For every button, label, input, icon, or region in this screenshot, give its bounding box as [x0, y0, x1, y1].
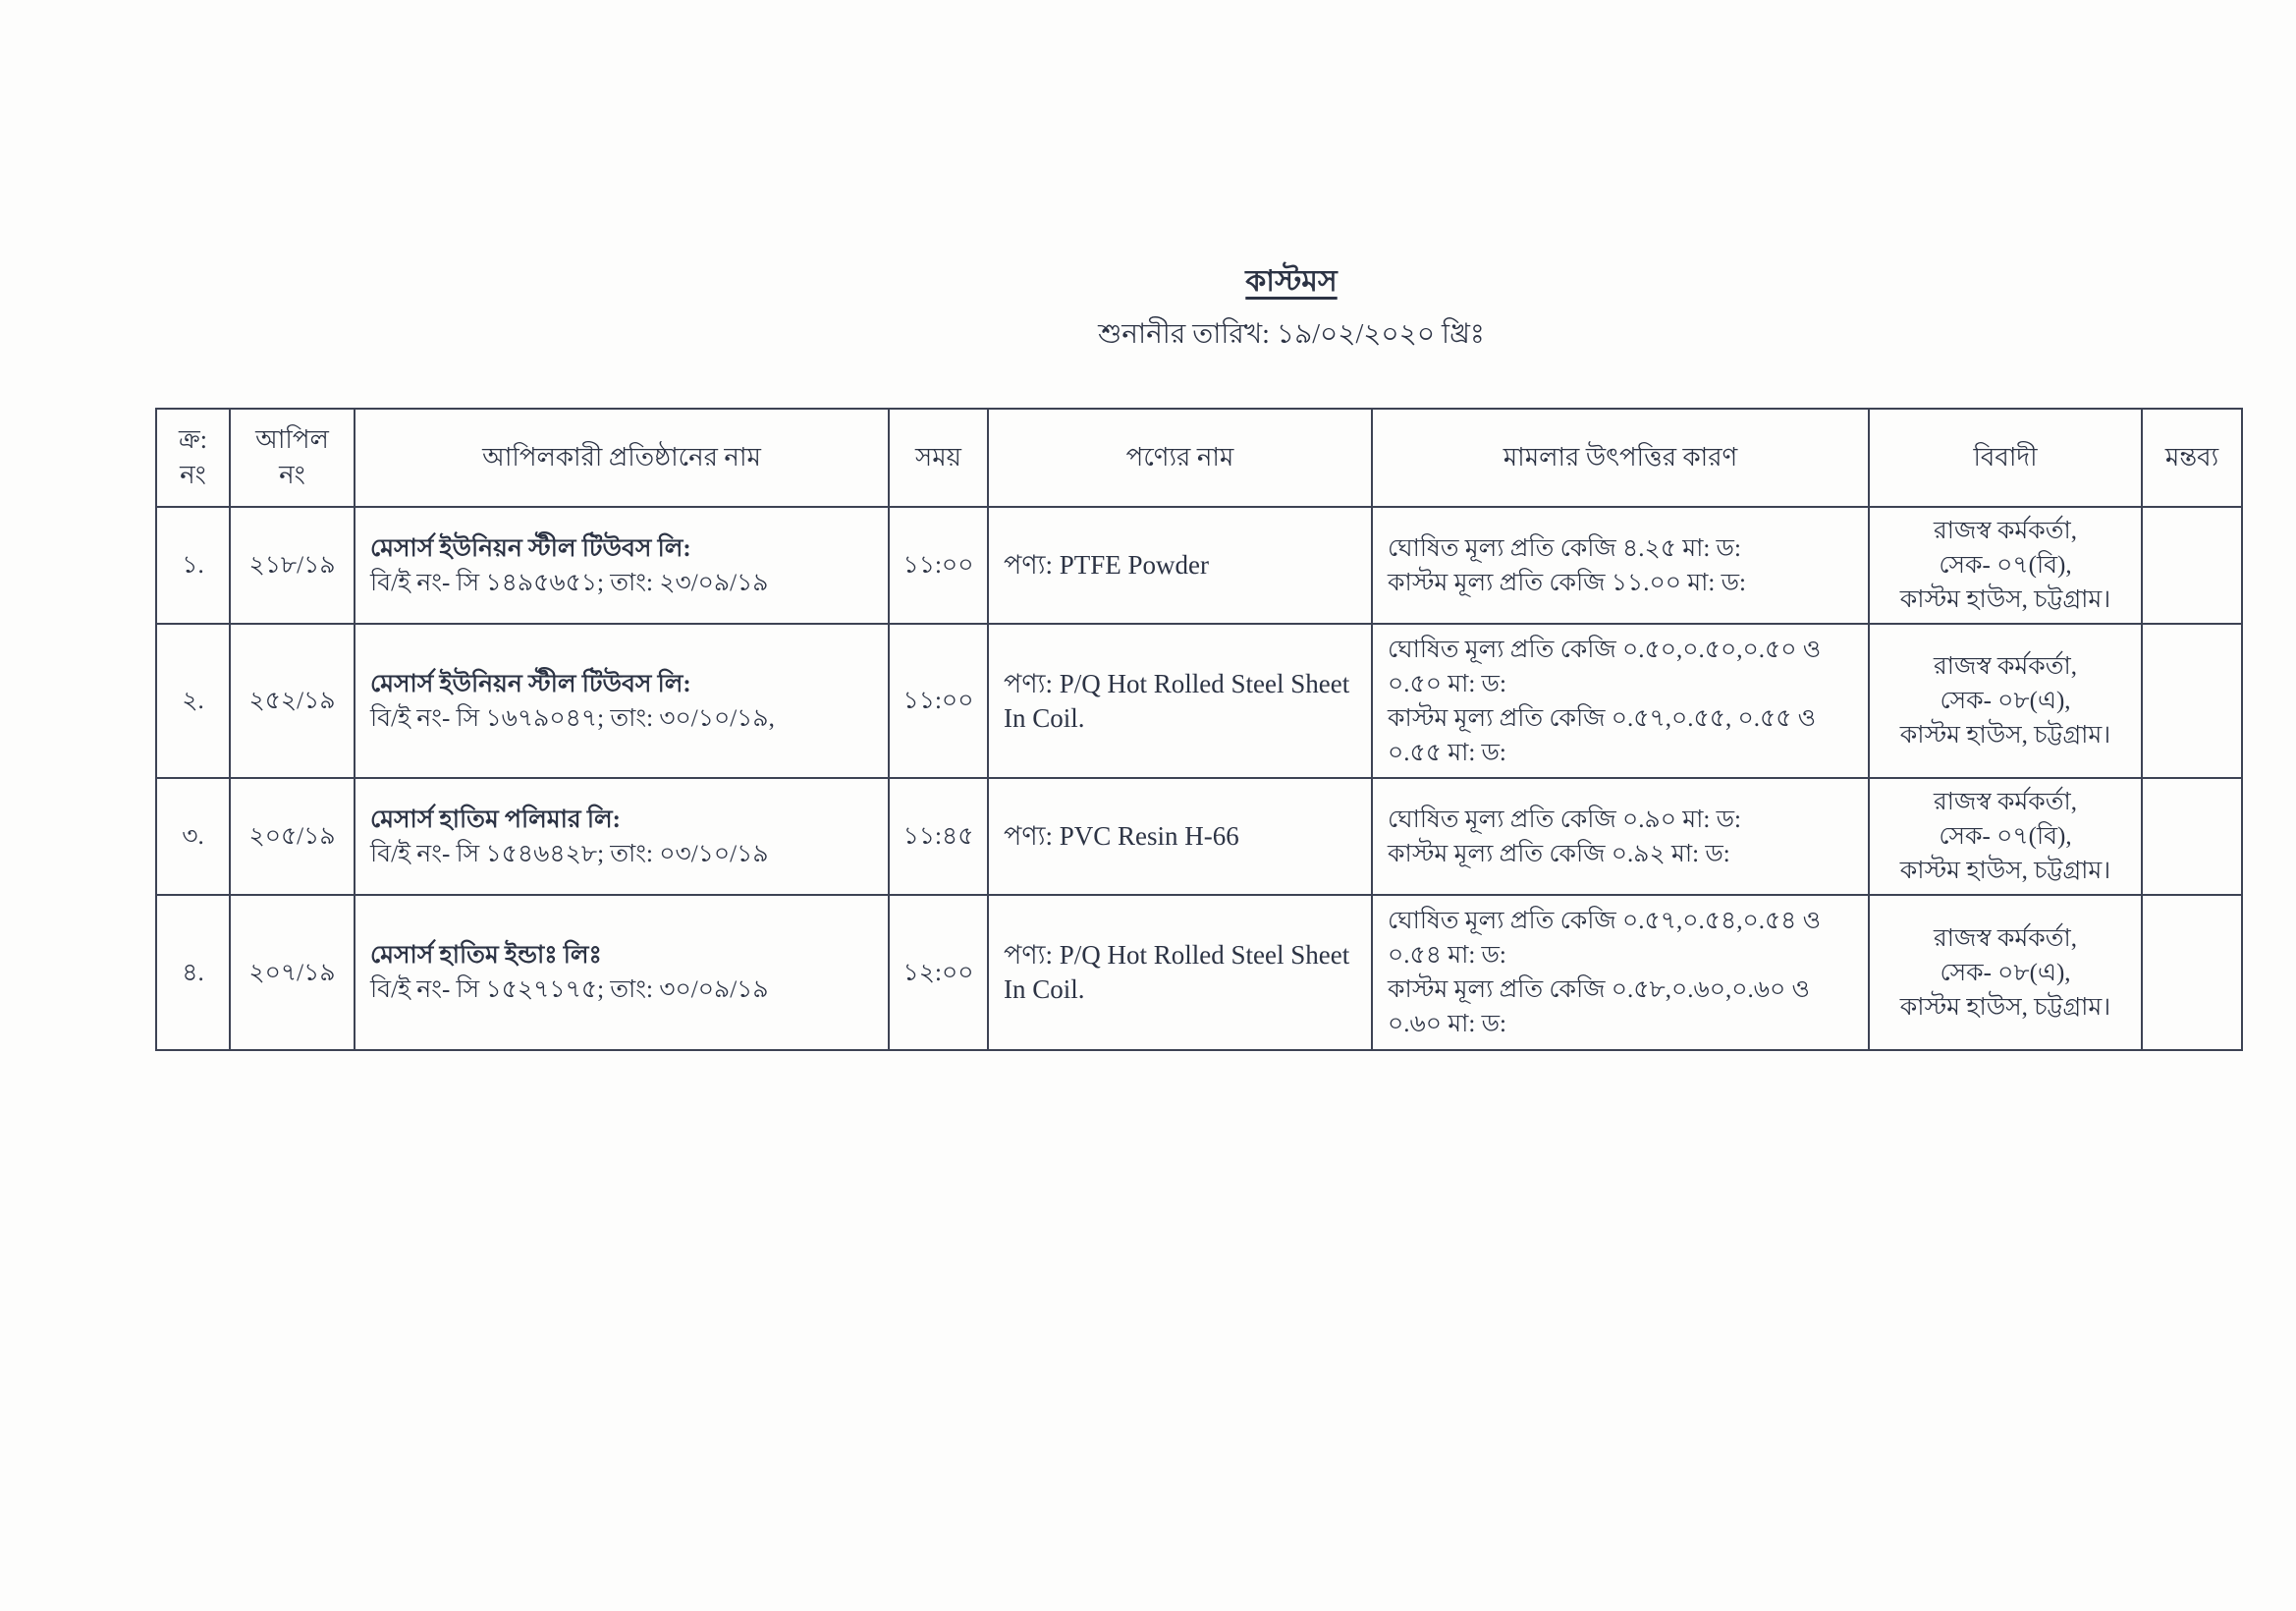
respondent-line: কাস্টম হাউস, চট্টগ্রাম।: [1899, 586, 2111, 613]
row-time: ১১:০০: [890, 625, 989, 779]
respondent-line: কাস্টম হাউস, চট্টগ্রাম।: [1899, 993, 2111, 1021]
bill-of-entry: বি/ই নং- সি ১৫২৭১৭৫; তাং: ৩০/০৯/১৯: [370, 976, 769, 1003]
declared-value: ঘোষিত মূল্য প্রতি কেজি ০.৯০ মা: ড:: [1388, 806, 1741, 833]
appellant-name: মেসার্স হাতিম পলিমার লি:: [370, 806, 621, 833]
row-appellant: [355, 896, 890, 1051]
row-remarks: [2143, 896, 2243, 1051]
customs-value: কাস্টম মূল্য প্রতি কেজি ১১.০০ মা: ড:: [1388, 569, 1746, 596]
row-serial: ৪.: [157, 896, 231, 1051]
header-cause: মামলার উৎপত্তির কারণ: [1373, 410, 1870, 508]
hearing-table: [155, 408, 2243, 1051]
row-appeal-no: ২১৮/১৯: [231, 508, 355, 625]
bill-of-entry: বি/ই নং- সি ১৪৯৫৬৫১; তাং: ২৩/০৯/১৯: [370, 569, 769, 596]
customs-value: কাস্টম মূল্য প্রতি কেজি ০.৯২ মা: ড:: [1388, 840, 1730, 867]
respondent-line: সেক- ০৭(বি),: [1939, 552, 2072, 579]
respondent-line: সেক- ০৮(এ),: [1940, 959, 2071, 986]
appellant-name: মেসার্স ইউনিয়ন স্টীল টিউবস লি:: [370, 534, 691, 562]
header-appeal-line: আপিল: [255, 425, 329, 454]
row-appellant: [355, 779, 890, 896]
row-respondent: [1870, 625, 2143, 779]
row-time: ১১:৪৫: [890, 779, 989, 896]
declared-value: ঘোষিত মূল্য প্রতি কেজি ০.৫০,০.৫০,০.৫০ ও ০.৫০ মা: ড:: [1388, 636, 1822, 697]
bill-of-entry: বি/ই নং- সি ১৫৪৬৪২৮; তাং: ০৩/১০/১৯: [370, 840, 769, 867]
declared-value: ঘোষিত মূল্য প্রতি কেজি ০.৫৭,০.৫৪,০.৫৪ ও ০.৫৪ মা: ড:: [1388, 908, 1822, 969]
appellant-name: মেসার্স ইউনিয়ন স্টীল টিউবস লি:: [370, 670, 691, 697]
row-product: পণ্য: P/Q Hot Rolled Steel Sheet In Coil.: [989, 625, 1373, 779]
row-serial: ৩.: [157, 779, 231, 896]
row-remarks: [2143, 779, 2243, 896]
row-cause: [1373, 779, 1870, 896]
appellant-name: মেসার্স হাতিম ইন্ডাঃ লিঃ: [370, 942, 602, 969]
row-appeal-no: ২০৭/১৯: [231, 896, 355, 1051]
row-product: পণ্য: P/Q Hot Rolled Steel Sheet In Coil.: [989, 896, 1373, 1051]
hearing-date: শুনানীর তারিখ: ১৯/০২/২০২০ খ্রিঃ: [1098, 319, 1485, 350]
row-product: পণ্য: PVC Resin H-66: [989, 779, 1373, 896]
header-respondent: বিবাদী: [1870, 410, 2143, 508]
header-remarks: মন্তব্য: [2143, 410, 2243, 508]
header-serial-line: নং: [180, 461, 206, 489]
header-appellant: আপিলকারী প্রতিষ্ঠানের নাম: [355, 410, 890, 508]
respondent-line: রাজস্ব কর্মকর্তা,: [1934, 924, 2077, 952]
document-title: কাস্টমস: [1245, 265, 1338, 298]
declared-value: ঘোষিত মূল্য প্রতি কেজি ৪.২৫ মা: ড:: [1388, 534, 1741, 562]
row-time: ১১:০০: [890, 508, 989, 625]
header-appeal-line: নং: [279, 461, 305, 489]
row-remarks: [2143, 508, 2243, 625]
respondent-line: কাস্টম হাউস, চট্টগ্রাম।: [1899, 858, 2111, 884]
respondent-line: সেক- ০৮(এ),: [1940, 688, 2071, 714]
row-appellant: [355, 625, 890, 779]
row-appeal-no: ২০৫/১৯: [231, 779, 355, 896]
row-time: ১২:০০: [890, 896, 989, 1051]
customs-value: কাস্টম মূল্য প্রতি কেজি ০.৫৭,০.৫৫, ০.৫৫ ও ০.৫৫ মা: ড:: [1388, 704, 1817, 766]
row-respondent: [1870, 896, 2143, 1051]
row-cause: [1373, 896, 1870, 1051]
row-respondent: [1870, 779, 2143, 896]
customs-value: কাস্টম মূল্য প্রতি কেজি ০.৫৮,০.৬০,০.৬০ ও ০.৬০ মা: ড:: [1388, 976, 1810, 1037]
respondent-line: কাস্টম হাউস, চট্টগ্রাম।: [1899, 722, 2111, 749]
row-cause: [1373, 625, 1870, 779]
row-appellant: [355, 508, 890, 625]
header-product: পণ্যের নাম: [989, 410, 1373, 508]
respondent-line: রাজস্ব কর্মকর্তা,: [1934, 518, 2077, 544]
row-appeal-no: ২৫২/১৯: [231, 625, 355, 779]
respondent-line: রাজস্ব কর্মকর্তা,: [1934, 789, 2077, 815]
bill-of-entry: বি/ই নং- সি ১৬৭৯০৪৭; তাং: ৩০/১০/১৯,: [370, 704, 775, 732]
respondent-line: রাজস্ব কর্মকর্তা,: [1934, 653, 2077, 680]
row-serial: ১.: [157, 508, 231, 625]
header-serial: [157, 410, 231, 508]
header-appeal-no: [231, 410, 355, 508]
row-remarks: [2143, 625, 2243, 779]
respondent-line: সেক- ০৭(বি),: [1939, 823, 2072, 850]
row-serial: ২.: [157, 625, 231, 779]
row-product: পণ্য: PTFE Powder: [989, 508, 1373, 625]
header-time: সময়: [890, 410, 989, 508]
header-serial-line: ক্র:: [179, 425, 207, 454]
row-respondent: [1870, 508, 2143, 625]
row-cause: [1373, 508, 1870, 625]
